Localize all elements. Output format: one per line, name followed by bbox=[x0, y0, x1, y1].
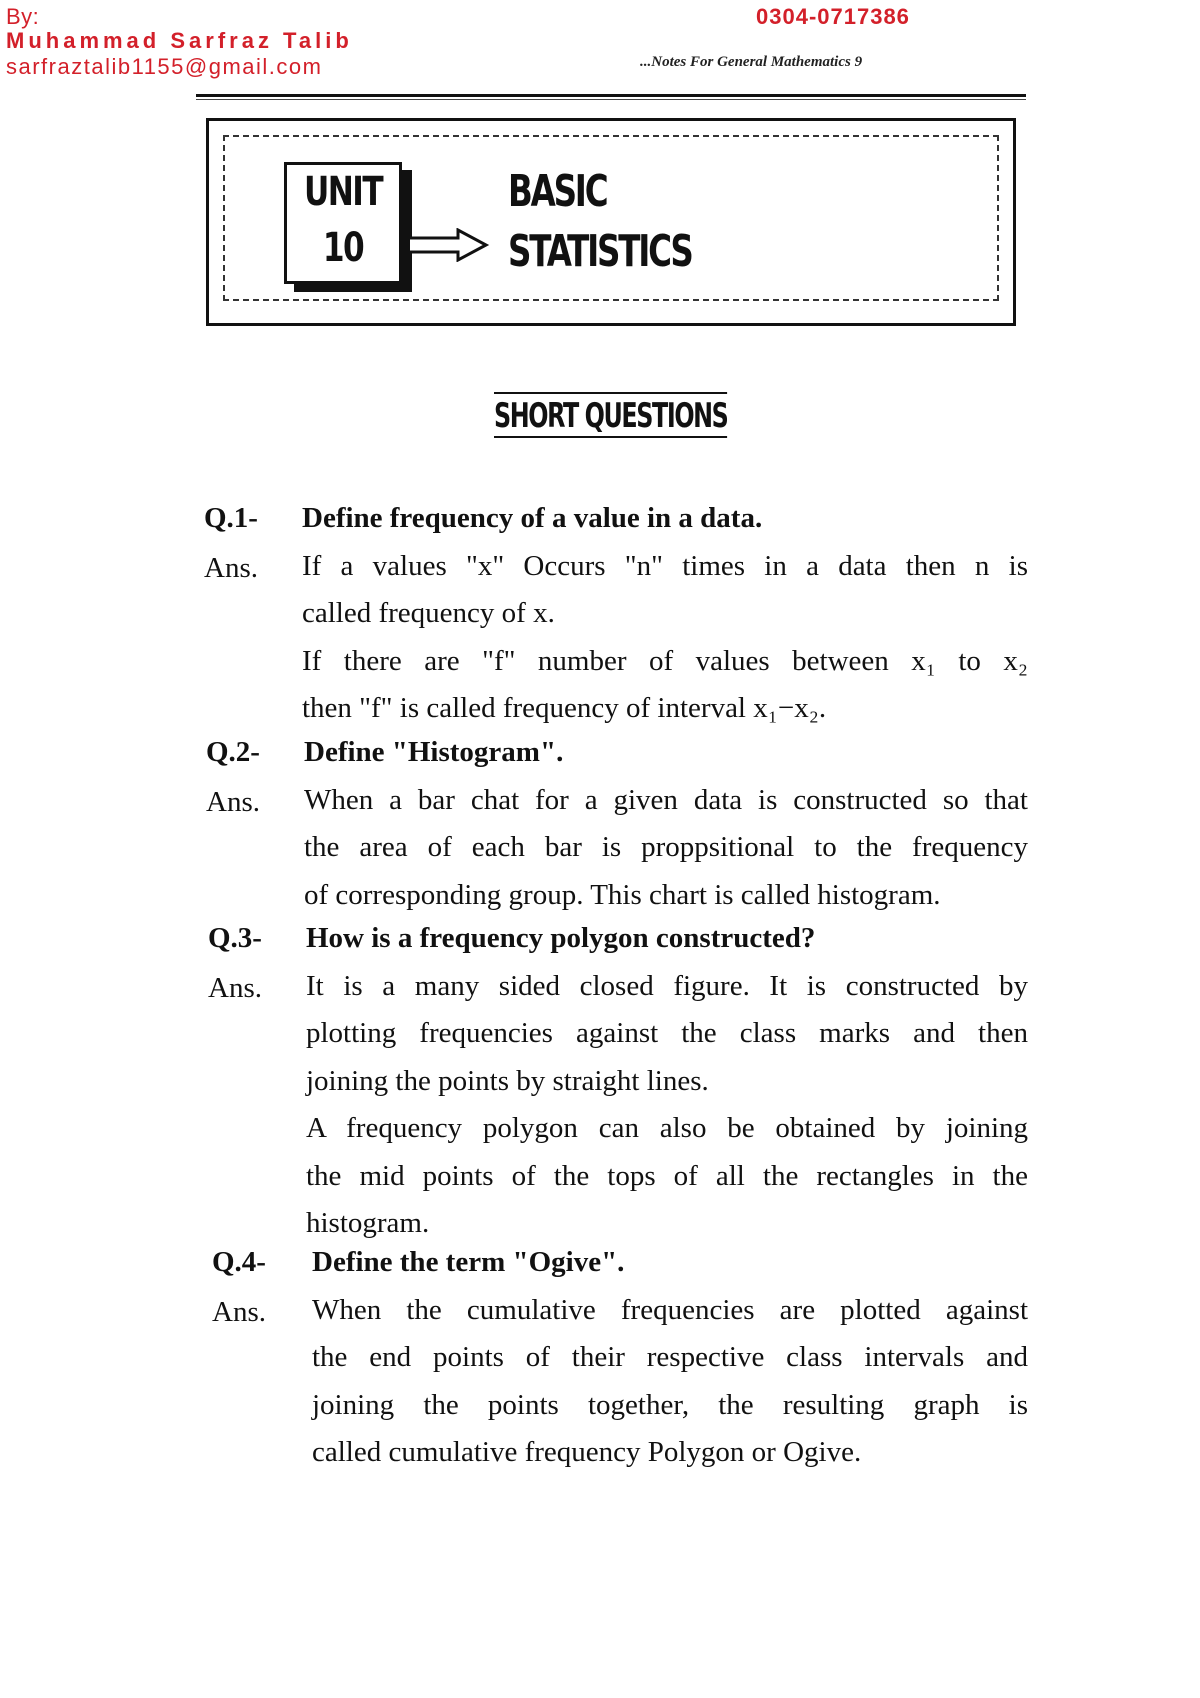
answer-label: Ans. bbox=[208, 971, 262, 1004]
watermark-by: By: bbox=[6, 4, 40, 29]
answer-line: A frequency polygon can also be obtained by joining bbox=[306, 1112, 1028, 1144]
header-rule-thin bbox=[196, 99, 1026, 100]
answer-line: the mid points of the tops of all the rectangles in the bbox=[306, 1159, 1028, 1192]
answer-line: joining the points together, the resulting graph is bbox=[312, 1388, 1028, 1421]
answer-line: then "f" is called frequency of interval x₁−x₂. bbox=[302, 692, 827, 724]
watermark-email: sarfraztalib1155@gmail.com bbox=[6, 54, 323, 79]
unit-number: 10 bbox=[322, 225, 364, 271]
answer-line: When a bar chat for a given data is constructed so that bbox=[304, 783, 1028, 816]
answer-line: If there are "f" number of values between x₁ to x₂ bbox=[302, 644, 1028, 677]
question-label: Q.2- bbox=[206, 736, 260, 768]
arrow-right-icon bbox=[410, 228, 490, 262]
question-text: Define frequency of a value in a data. bbox=[302, 502, 763, 534]
answer-label: Ans. bbox=[212, 1295, 266, 1328]
answer-line: called frequency of x. bbox=[302, 597, 555, 629]
unit-title-line-2: STATISTICS bbox=[508, 226, 692, 277]
question-label: Q.4- bbox=[212, 1246, 266, 1278]
unit-label-box bbox=[284, 162, 402, 284]
question-label: Q.1- bbox=[204, 502, 258, 534]
unit-word: UNIT bbox=[303, 169, 383, 215]
question-text: How is a frequency polygon constructed? bbox=[306, 922, 816, 954]
answer-line: It is a many sided closed figure. It is constructed by bbox=[306, 969, 1028, 1002]
running-head: ...Notes For General Mathematics 9 bbox=[640, 54, 863, 70]
section-heading: SHORT QUESTIONS bbox=[494, 392, 727, 438]
question-text: Define "Histogram". bbox=[304, 736, 564, 768]
answer-label: Ans. bbox=[206, 785, 260, 818]
watermark-phone: 0304-0717386 bbox=[756, 4, 910, 29]
answer-line: joining the points by straight lines. bbox=[306, 1064, 709, 1097]
answer-line: the end points of their respective class intervals and bbox=[312, 1341, 1028, 1373]
answer-line: of corresponding group. This chart is called histogram. bbox=[304, 878, 941, 911]
answer-line: called cumulative frequency Polygon or Ogive. bbox=[312, 1436, 862, 1468]
answer-line: the area of each bar is proppsitional to the frequency bbox=[304, 831, 1028, 863]
question-text: Define the term "Ogive". bbox=[312, 1246, 625, 1278]
unit-title-line-1: BASIC bbox=[508, 166, 607, 217]
answer-line: histogram. bbox=[306, 1207, 430, 1239]
answer-line: If a values "x" Occurs "n" times in a data then n is bbox=[302, 549, 1028, 582]
header-rule bbox=[196, 94, 1026, 97]
answer-line: When the cumulative frequencies are plotted against bbox=[312, 1293, 1028, 1326]
question-label: Q.3- bbox=[208, 922, 262, 954]
watermark-author: Muhammad Sarfraz Talib bbox=[6, 28, 353, 53]
answer-line: plotting frequencies against the class marks and then bbox=[306, 1017, 1028, 1049]
answer-label: Ans. bbox=[204, 551, 258, 584]
